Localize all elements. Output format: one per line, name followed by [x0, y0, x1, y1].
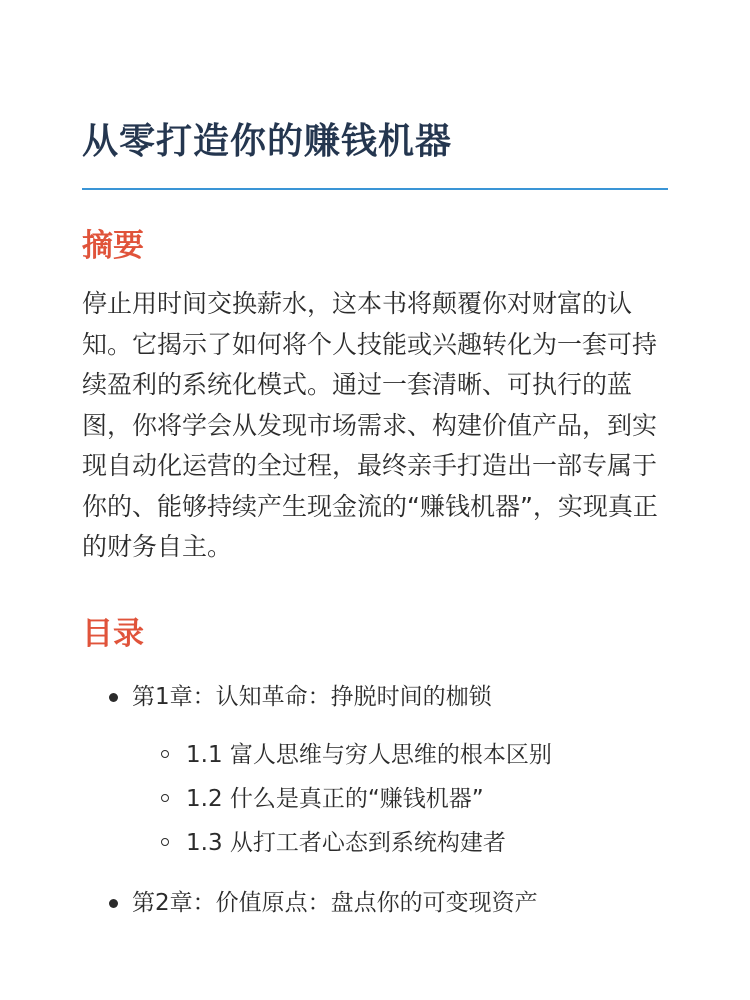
- section-label: 1.1 富人思维与穷人思维的根本区别: [186, 741, 552, 768]
- bullet-icon: [109, 693, 118, 702]
- section-label: 1.2 什么是真正的“赚钱机器”: [186, 785, 484, 812]
- toc-section-item: [186, 738, 668, 772]
- toc-section-item: [186, 782, 668, 816]
- toc-chapter-item: [82, 886, 668, 920]
- chapter-label: 第1章：认知革命：挣脱时间的枷锁: [132, 683, 492, 710]
- toc-section-list: [132, 738, 668, 860]
- circle-bullet-icon: [161, 838, 169, 846]
- toc-chapter-list: [82, 680, 668, 920]
- summary-heading: 摘要: [82, 228, 144, 264]
- circle-bullet-icon: [161, 750, 169, 758]
- bullet-icon: [109, 899, 118, 908]
- title-divider: [82, 188, 668, 190]
- section-label: 1.3 从打工者心态到系统构建者: [186, 829, 506, 856]
- document-page: [82, 0, 668, 920]
- chapter-label: 第2章：价值原点：盘点你的可变现资产: [132, 889, 538, 916]
- summary-paragraph: 停止用时间交换薪水，这本书将颠覆你对财富的认知。它揭示了如何将个人技能或兴趣转化为一套可持续盈利的系统化模式。通过一套清晰、可执行的蓝图，你将学会从发现市场需求、构建价值产品，到实现自动化运营的全过程，最终亲手打造出一部专属于你的、能够持续产生现金流的“赚钱机器”，实现真正的财务自主。: [82, 289, 658, 561]
- circle-bullet-icon: [161, 794, 169, 802]
- toc-heading: 目录: [82, 615, 144, 652]
- toc-chapter-item: [82, 680, 668, 860]
- toc-section-item: [186, 826, 668, 860]
- document-title: 从零打造你的赚钱机器: [82, 121, 453, 162]
